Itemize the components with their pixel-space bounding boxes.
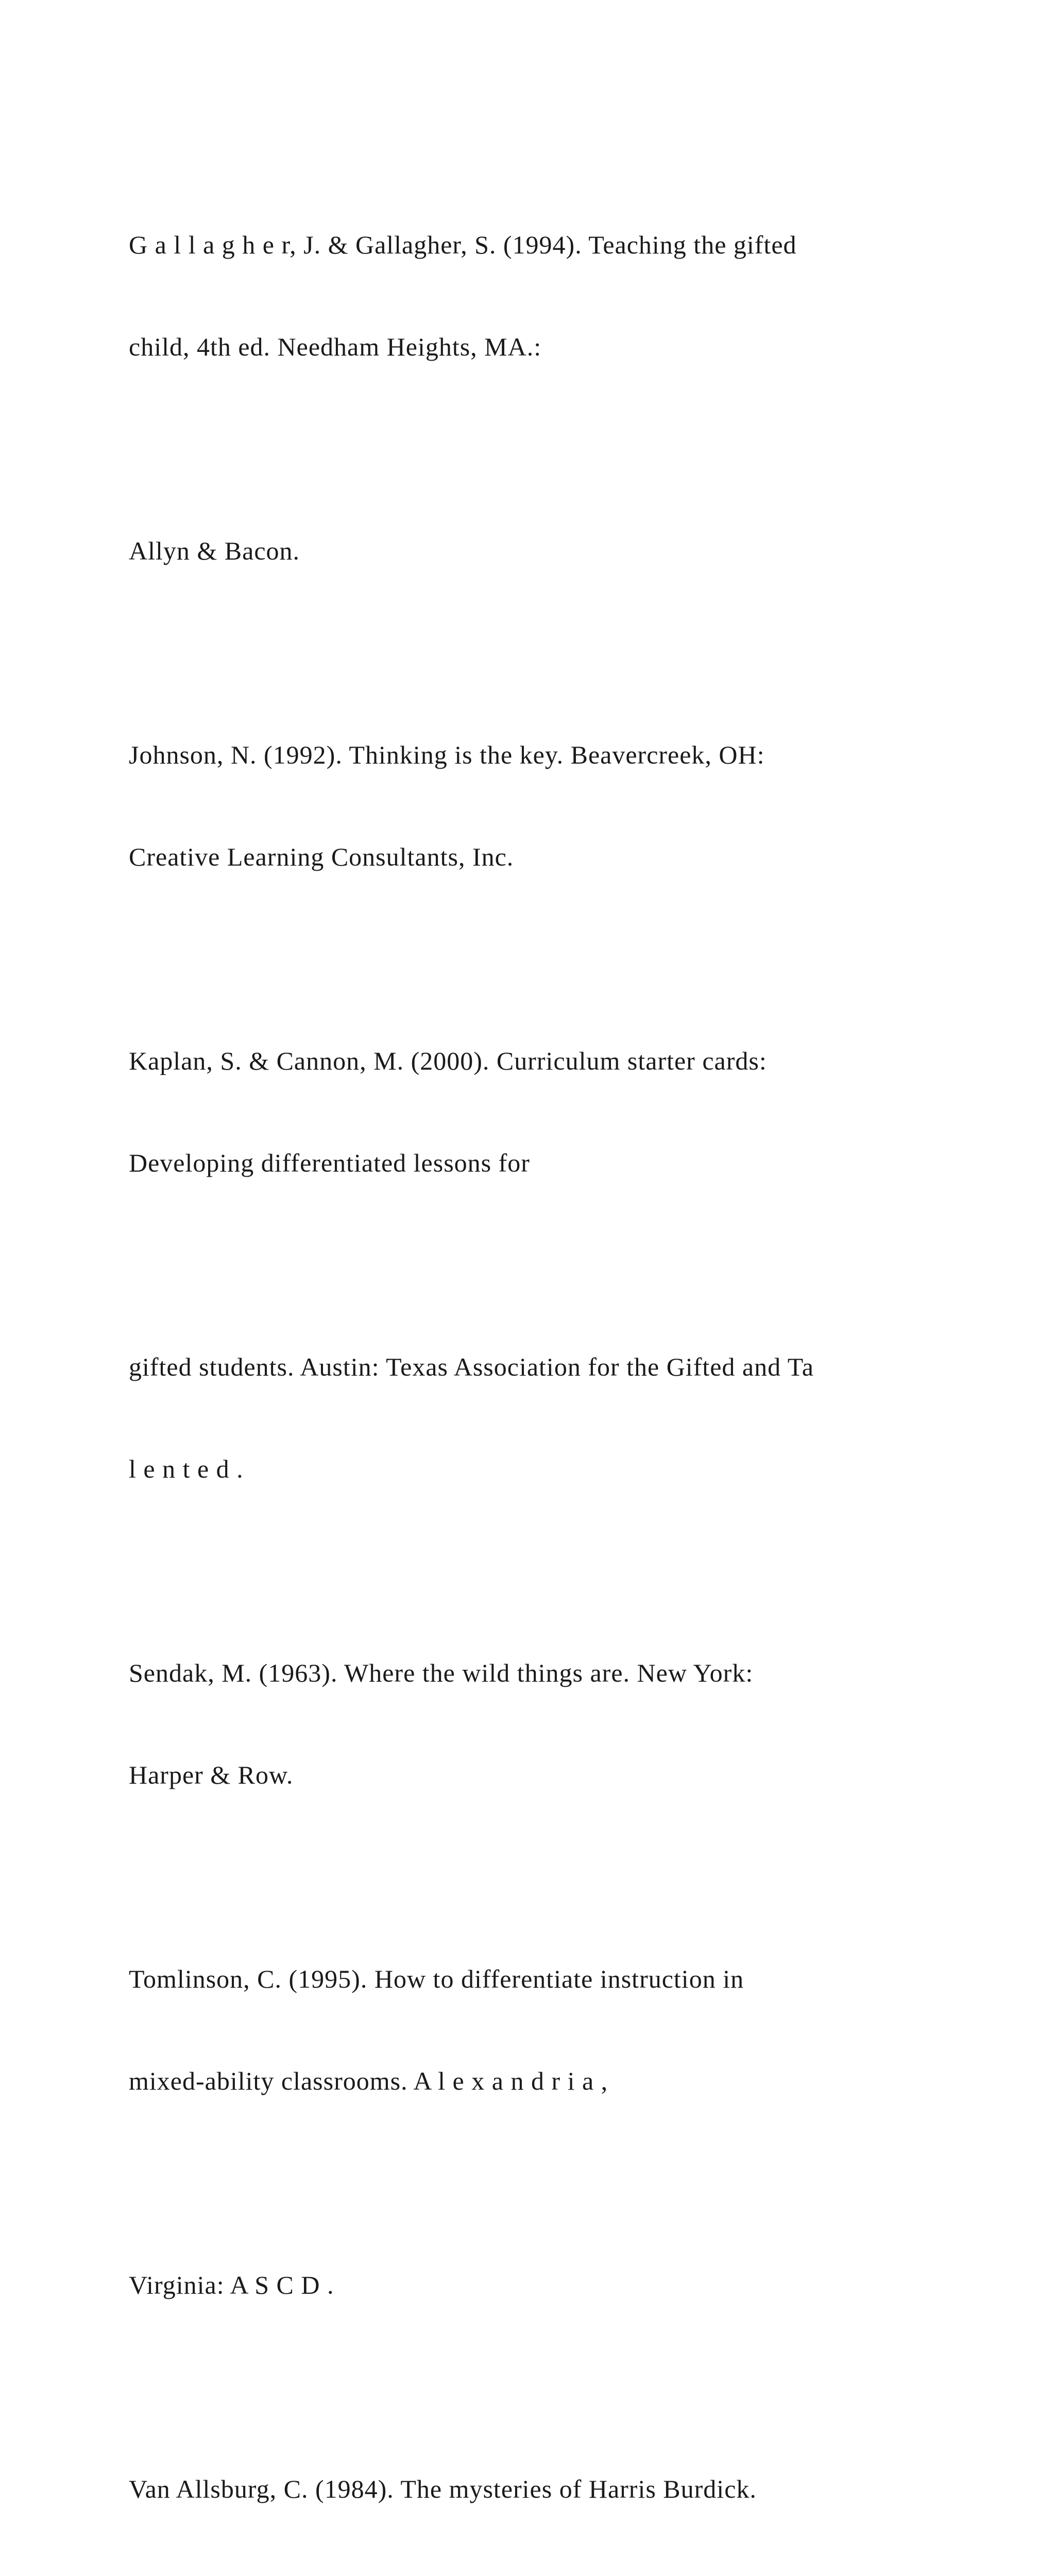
reference-van-allsburg [129, 2404, 953, 2576]
reference-kaplan-continued [129, 1282, 953, 1554]
text-line: Virginia: A S C D . [129, 2270, 334, 2299]
text-line: Johnson, N. (1992). Thinking is the key. Beavercreek, OH: [129, 740, 765, 769]
text-line: Allyn & Bacon. [129, 536, 300, 565]
text-line: child, 4th ed. Needham Heights, MA.: [129, 332, 542, 361]
reference-kaplan [129, 976, 953, 1248]
text-line: Sendak, M. (1963). Where the wild things are. New York: [129, 1658, 754, 1687]
text-line: Developing differentiated lessons for [129, 1148, 530, 1177]
reference-tomlinson-continued [129, 2200, 953, 2370]
reference-gallagher [129, 160, 953, 432]
text-line: Creative Learning Consultants, Inc. [129, 842, 514, 871]
reference-johnson [129, 670, 953, 942]
text-line: mixed-ability classrooms. A l e x a n d r i a , [129, 2066, 608, 2095]
text-line: Kaplan, S. & Cannon, M. (2000). Curriculum starter cards: [129, 1046, 767, 1075]
reference-sendak [129, 1588, 953, 1860]
text-line: G a l l a g h e r, J. & Gallagher, S. (1994). Teaching the gifted [129, 230, 797, 259]
reference-list [129, 160, 953, 2576]
text-line: Tomlinson, C. (1995). How to differentiate instruction in [129, 1964, 744, 1993]
text-line: Van Allsburg, C. (1984). The mysteries of Harris Burdick. [129, 2475, 757, 2503]
text-line: gifted students. Austin: Texas Association for the Gifted and Ta [129, 1352, 814, 1381]
reference-gallagher-continued [129, 466, 953, 636]
text-line [129, 2574, 953, 2576]
text-line: l e n t e d . [129, 1454, 244, 1483]
text-line: Harper & Row. [129, 1760, 294, 1789]
reference-tomlinson [129, 1894, 953, 2166]
